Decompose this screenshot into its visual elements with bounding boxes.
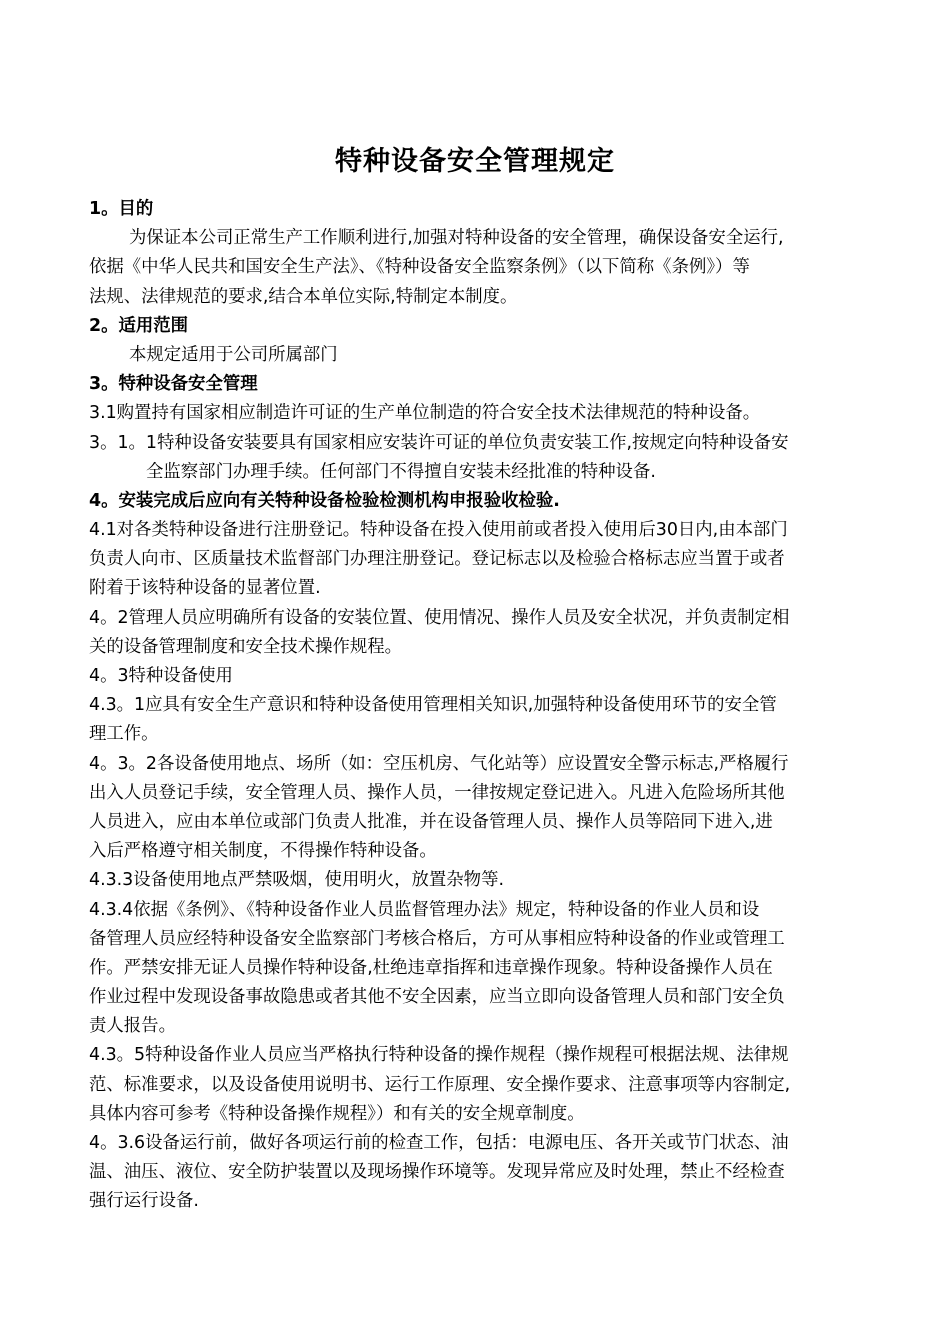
section-heading: 1。目的 — [89, 199, 154, 219]
text-line: 4.3。5特种设备作业人员应当严格执行特种设备的操作规程（操作规程可根据法规、法律规 — [89, 1045, 789, 1066]
document-title: 特种设备安全管理规定 — [335, 146, 615, 177]
text-line: 4。2管理人员应明确所有设备的安装位置、使用情况、操作人员及安全状况，并负责制定相 — [89, 607, 790, 628]
text-line: 4.3.4依据《条例》、《特种设备作业人员监督管理办法》规定，特种设备的作业人员和设 — [89, 899, 760, 920]
text-line: 入后严格遵守相关制度，不得操作特种设备。 — [89, 841, 437, 862]
text-line: 依据《中华人民共和国安全生产法》、《特种设备安全监察条例》（以下简称《条例》）等 — [89, 257, 750, 278]
text-line: 理工作。 — [89, 724, 159, 745]
document-body — [89, 195, 867, 1217]
text-line: 为保证本公司正常生产工作顺利进行,加强对特种设备的安全管理，确保设备安全运行, — [129, 228, 784, 249]
text-line: 责人报告。 — [89, 1016, 176, 1037]
text-line: 全监察部门办理手续。任何部门不得擅自安装未经批准的特种设备. — [146, 461, 656, 482]
text-line: 4。3。2各设备使用地点、场所（如：空压机房、气化站等）应设置安全警示标志,严格履行 — [89, 753, 789, 774]
text-line: 4.3.3设备使用地点严禁吸烟，使用明火，放置杂物等. — [89, 870, 504, 891]
text-line: 具体内容可参考《特种设备操作规程》）和有关的安全规章制度。 — [89, 1103, 585, 1124]
section-heading: 4。安装完成后应向有关特种设备检验检测机构申报验收检验. — [89, 490, 560, 511]
text-line: 4。3特种设备使用 — [89, 666, 233, 686]
text-line: 强行运行设备. — [89, 1191, 199, 1212]
text-line: 关的设备管理制度和安全技术操作规程。 — [89, 636, 403, 657]
section-heading: 3。特种设备安全管理 — [89, 374, 258, 395]
text-line: 4.1对各类特种设备进行注册登记。特种设备在投入使用前或者投入使用后30日内,由本部门 — [89, 520, 788, 541]
text-line: 3.1购置持有国家相应制造许可证的生产单位制造的符合安全技术法律规范的特种设备。 — [89, 403, 761, 424]
text-line: 4.3。1应具有安全生产意识和特种设备使用管理相关知识,加强特种设备使用环节的安全管 — [89, 695, 777, 716]
text-line: 4。3.6设备运行前，做好各项运行前的检查工作，包括：电源电压、各开关或节门状态、油 — [89, 1133, 789, 1153]
text-line: 温、油压、液位、安全防护装置以及现场操作环境等。发现异常应及时处理，禁止不经检查 — [89, 1162, 785, 1183]
text-line: 作业过程中发现设备事故隐患或者其他不安全因素，应当立即向设备管理人员和部门安全负 — [89, 987, 785, 1008]
text-line: 3。1。1特种设备安装要具有国家相应安装许可证的单位负责安装工作,按规定向特种设备安 — [89, 432, 789, 453]
text-line: 出入人员登记手续，安全管理人员、操作人员，一律按规定登记进入。凡进入危险场所其他 — [89, 782, 785, 803]
text-line: 本规定适用于公司所属部门 — [129, 344, 338, 365]
text-line: 人员进入，应由本单位或部门负责人批准，并在设备管理人员、操作人员等陪同下进入,进 — [89, 811, 773, 832]
text-line: 备管理人员应经特种设备安全监察部门考核合格后，方可从事相应特种设备的作业或管理工 — [89, 928, 785, 949]
section-heading: 2。适用范围 — [89, 315, 189, 336]
text-line: 法规、法律规范的要求,结合本单位实际,特制定本制度。 — [89, 286, 518, 307]
text-line: 范、标准要求，以及设备使用说明书、运行工作原理、安全操作要求、注意事项等内容制定, — [89, 1074, 791, 1095]
text-line: 附着于该特种设备的显著位置. — [89, 578, 321, 599]
text-line: 作。严禁安排无证人员操作特种设备,杜绝违章指挥和违章操作现象。特种设备操作人员在 — [89, 957, 773, 978]
text-line: 负责人向市、区质量技术监督部门办理注册登记。登记标志以及检验合格标志应当置于或者 — [89, 549, 785, 570]
